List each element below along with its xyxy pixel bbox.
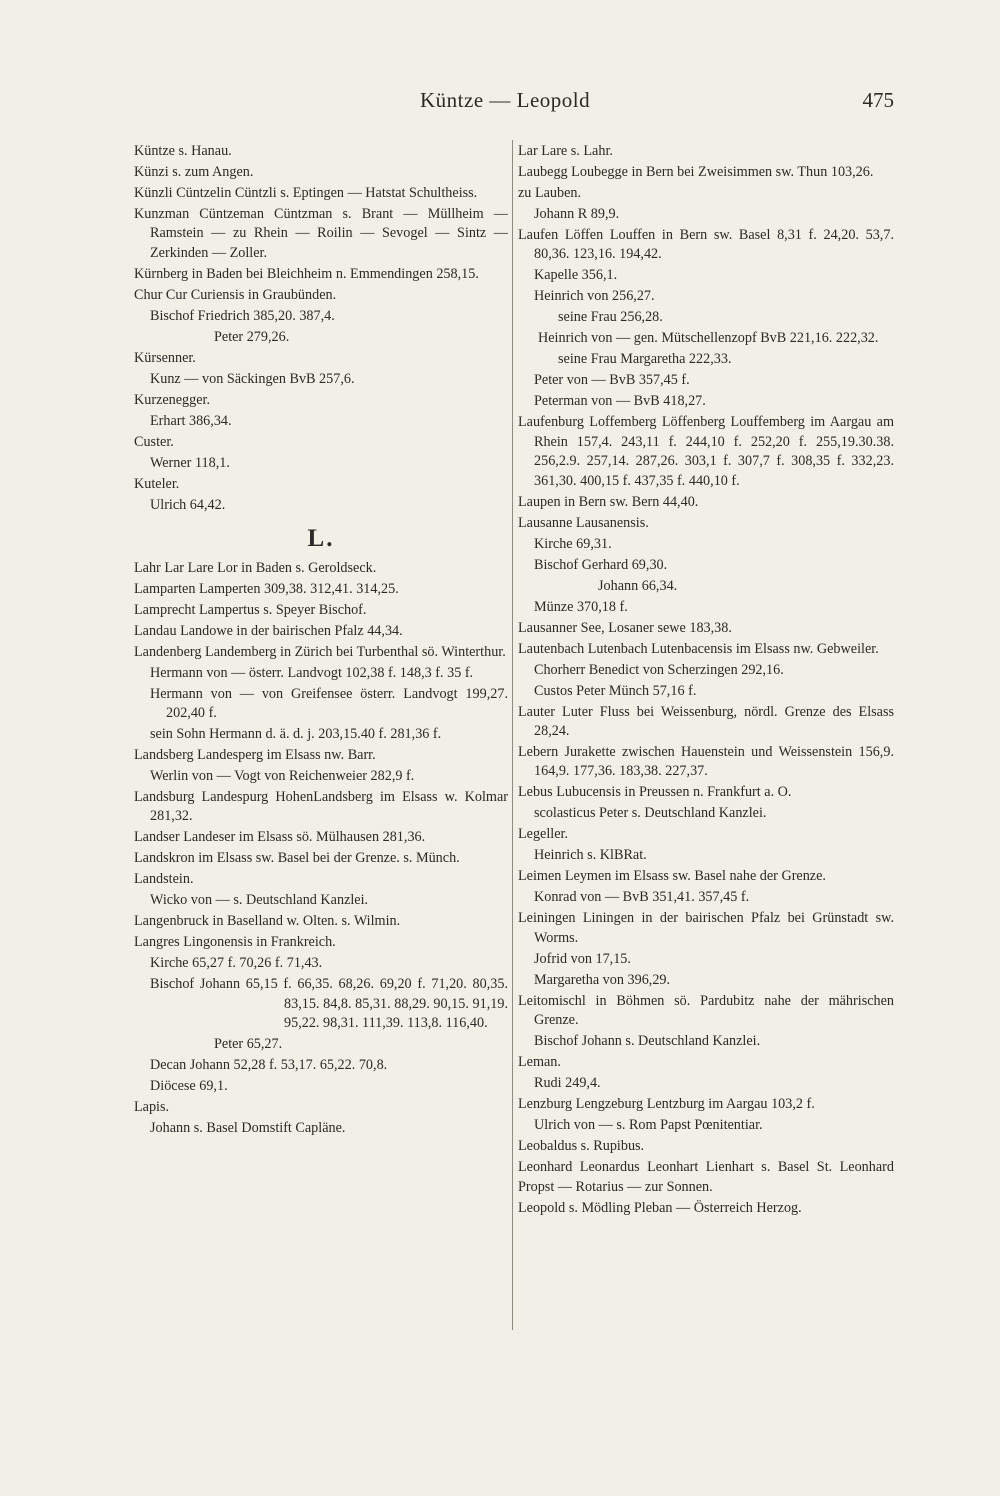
- index-entry: Küntze s. Hanau.: [134, 143, 232, 159]
- index-entry: Landsberg Landesperg im Elsass nw. Barr.: [134, 747, 376, 764]
- index-subentry: Johann 66,34.: [598, 577, 678, 594]
- index-subentry: Diöcese 69,1.: [150, 1078, 228, 1095]
- index-subentry: Erhart 386,34.: [150, 412, 232, 429]
- index-entry: Laufen Löffen Louffen in Bern sw. Basel 8,31 f. 24,20. 53,7. 80,36. 123,16. 194,42.: [518, 227, 894, 263]
- section-letter-heading: L.: [307, 525, 335, 553]
- index-entry: Lausanne Lausanensis.: [518, 514, 649, 531]
- index-entry: Künzli Cüntzelin Cüntzli s. Eptingen — Hatstat Schultheiss.: [134, 185, 478, 201]
- index-subentry: Konrad von — BvB 351,41. 357,45 f.: [534, 889, 750, 906]
- index-subentry: Ulrich von — s. Rom Papst Pœnitentiar.: [534, 1117, 763, 1134]
- index-subentry: Heinrich s. KlBRat.: [534, 847, 647, 864]
- index-entry: zu Lauben.: [518, 185, 582, 201]
- right-column: [518, 142, 894, 1220]
- index-entry: Lamprecht Lampertus s. Speyer Bischof.: [134, 601, 367, 618]
- index-entry: Kürnberg in Baden bei Bleichheim n. Emmendingen 258,15.: [134, 265, 479, 282]
- index-entry: Lausanner See, Losaner sewe 183,38.: [518, 619, 732, 636]
- column-divider: [512, 140, 513, 1330]
- index-entry: Laubegg Loubegge in Bern bei Zweisimmen sw. Thun 103,26.: [518, 164, 874, 180]
- index-subentry: Johann R 89,9.: [534, 206, 620, 222]
- index-entry: Chur Cur Curiensis in Graubünden.: [134, 286, 337, 303]
- index-entry: Künzi s. zum Angen.: [134, 164, 254, 180]
- index-subentry: Custos Peter Münch 57,16 f.: [534, 682, 697, 699]
- index-subentry: Peter 65,27.: [214, 1036, 283, 1053]
- index-entry: Lar Lare s. Lahr.: [518, 143, 613, 159]
- index-entry: Laufenburg Loffemberg Löffenberg Louffemberg im Aargau am Rhein 157,4. 243,11 f. 244,10 f. 252,20 f. 255,19.30.38. 256,2.9. 257,14. 287,26. 303,1 f. 307,7 f. 308,35 f. 332,23. 361,30. 400,15 f. 437,35 f. 440,10 f.: [518, 414, 894, 489]
- index-entry: Landenberg Landemberg in Zürich bei Turbenthal sö. Winterthur.: [134, 643, 506, 660]
- index-subentry: Kapelle 356,1.: [534, 267, 618, 284]
- index-entry: Custer.: [134, 433, 174, 450]
- index-subentry: Kirche 69,31.: [534, 535, 612, 552]
- index-entry: Leman.: [518, 1054, 561, 1071]
- index-subentry: Werner 118,1.: [150, 454, 230, 471]
- index-entry: Leimen Leymen im Elsass sw. Basel nahe der Grenze.: [518, 868, 826, 885]
- index-subentry: Peter 279,26.: [214, 328, 290, 345]
- index-subentry: Decan Johann 52,28 f. 53,17. 65,22. 70,8.: [150, 1057, 388, 1074]
- left-column: [134, 142, 508, 1140]
- index-subentry: Kirche 65,27 f. 70,26 f. 71,43.: [150, 955, 323, 972]
- index-subentry: Werlin von — Vogt von Reichenweier 282,9 f.: [150, 768, 415, 785]
- index-subentry: Chorherr Benedict von Scherzingen 292,16.: [534, 661, 784, 678]
- index-entry: Leopold s. Mödling Pleban — Österreich Herzog.: [518, 1199, 802, 1216]
- index-entry: Lebern Jurakette zwischen Hauenstein und Weissenstein 156,9. 164,9. 177,36. 183,38. 227,37.: [518, 744, 894, 780]
- index-subentry: seine Frau 256,28.: [558, 309, 663, 326]
- page-header: [0, 88, 1000, 118]
- index-subentry: Rudi 249,4.: [534, 1075, 601, 1092]
- index-subentry: Jofrid von 17,15.: [534, 950, 631, 967]
- index-subentry: seine Frau Margaretha 222,33.: [558, 351, 732, 368]
- index-entry: Langres Lingonensis in Frankreich.: [134, 934, 336, 951]
- index-subentry: Hermann von — von Greifensee österr. Landvogt 199,27. 202,40 f.: [150, 685, 508, 722]
- index-subentry: Ulrich 64,42.: [150, 496, 226, 513]
- index-subentry: sein Sohn Hermann d. ä. d. j. 203,15.40 f. 281,36 f.: [150, 726, 442, 743]
- index-entry: Leobaldus s. Rupibus.: [518, 1138, 645, 1155]
- index-entry: Lenzburg Lengzeburg Lentzburg im Aargau 103,2 f.: [518, 1096, 815, 1113]
- index-subentry: Johann s. Basel Domstift Capläne.: [150, 1120, 346, 1137]
- index-entry: Langenbruck in Baselland w. Olten. s. Wilmin.: [134, 913, 401, 930]
- index-subentry: Bischof Johann s. Deutschland Kanzlei.: [534, 1033, 761, 1050]
- index-subentry: Münze 370,18 f.: [534, 598, 628, 615]
- index-entry: Leonhard Leonardus Leonhart Lienhart s. Basel St. Leonhard Propst — Rotarius — zur Sonnen.: [518, 1159, 894, 1195]
- index-subentry: Peterman von — BvB 418,27.: [534, 393, 706, 410]
- index-subentry: Hermann von — österr. Landvogt 102,38 f. 148,3 f. 35 f.: [150, 664, 474, 681]
- index-subentry: Heinrich von — gen. Mütschellenzopf BvB 221,16. 222,32.: [538, 330, 879, 347]
- index-entry: Landstein.: [134, 871, 194, 888]
- index-subentry: Margaretha von 396,29.: [534, 971, 671, 988]
- index-entry: Laupen in Bern sw. Bern 44,40.: [518, 493, 699, 510]
- index-entry: Lautenbach Lutenbach Lutenbacensis im Elsass nw. Gebweiler.: [518, 640, 879, 657]
- index-subentry: Wicko von — s. Deutschland Kanzlei.: [150, 892, 369, 909]
- index-entry: Legeller.: [518, 826, 569, 843]
- index-entry: Lauter Luter Fluss bei Weissenburg, nördl. Grenze des Elsass 28,24.: [518, 703, 894, 740]
- index-subentry: Bischof Johann 65,15 f. 66,35. 68,26. 69,20 f. 71,20. 80,35. 83,15. 84,8. 85,31. 88,29. 90,15. 91,19. 95,22. 98,31. 111,39. 113,8. 116,40.: [150, 976, 508, 1032]
- index-entry: Kuteler.: [134, 475, 180, 492]
- index-entry: Leitomischl in Böhmen sö. Pardubitz nahe der mährischen Grenze.: [518, 992, 894, 1029]
- index-subentry: Heinrich von 256,27.: [534, 288, 655, 305]
- index-entry: Kurzenegger.: [134, 391, 211, 408]
- index-entry: Landskron im Elsass sw. Basel bei der Grenze. s. Münch.: [134, 850, 460, 867]
- index-entry: Kürsenner.: [134, 349, 196, 366]
- index-entry: Landsburg Landespurg HohenLandsberg im Elsass w. Kolmar 281,32.: [134, 789, 508, 825]
- index-subentry: Kunz — von Säckingen BvB 257,6.: [150, 370, 355, 387]
- running-title: Küntze — Leopold: [420, 88, 591, 112]
- index-entry: Landau Landowe in der bairischen Pfalz 44,34.: [134, 622, 403, 639]
- page-number: 475: [862, 88, 894, 112]
- index-entry: Lahr Lar Lare Lor in Baden s. Geroldseck.: [134, 559, 377, 576]
- index-entry: Lebus Lubucensis in Preussen n. Frankfurt a. O.: [518, 784, 792, 801]
- index-entry: Kunzman Cüntzeman Cüntzman s. Brant — Müllheim — Ramstein — zu Rhein — Roilin — Sevogel — Sintz — Zerkinden — Zoller.: [134, 206, 508, 261]
- index-entry: Lapis.: [134, 1099, 170, 1116]
- index-entry: Leiningen Liningen in der bairischen Pfalz bei Grünstadt sw. Worms.: [518, 910, 894, 946]
- index-subentry: Bischof Friedrich 385,20. 387,4.: [150, 307, 335, 324]
- index-subentry: scolasticus Peter s. Deutschland Kanzlei.: [534, 805, 767, 822]
- index-entry: Lamparten Lamperten 309,38. 312,41. 314,25.: [134, 580, 399, 597]
- index-subentry: Peter von — BvB 357,45 f.: [534, 372, 690, 389]
- index-subentry: Bischof Gerhard 69,30.: [534, 556, 668, 573]
- index-entry: Landser Landeser im Elsass sö. Mülhausen 281,36.: [134, 829, 426, 846]
